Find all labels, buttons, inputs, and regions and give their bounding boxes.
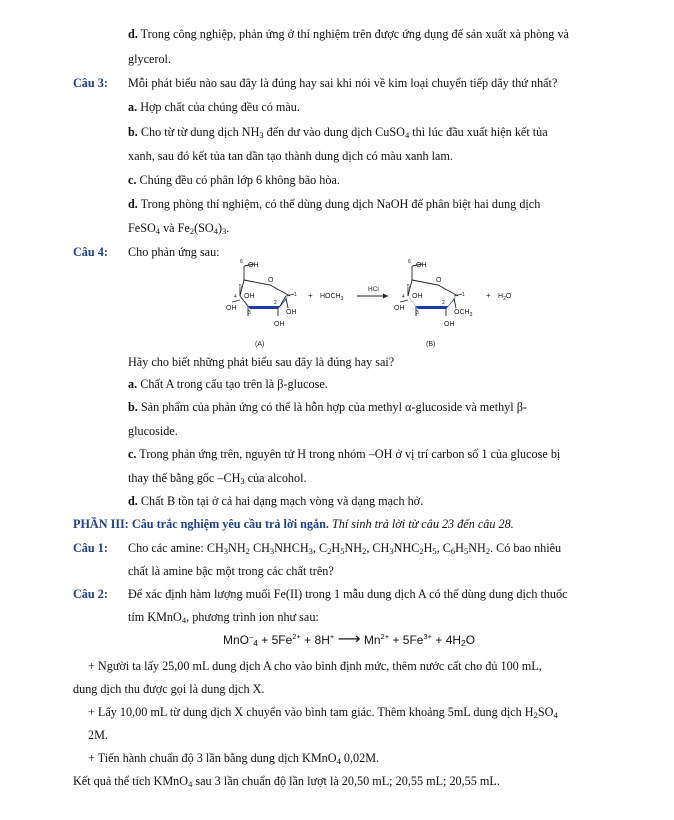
q4-option-d: d. Chất B tồn tại ở cả hai dạng mạch vòng và dạng mạch hở.	[128, 494, 424, 508]
p3q2-result: Kết quả thể tích KMnO$_4$ sau 3 lần chuẩn độ lần lượt là 20,50 mL; 20,55 mL; 20,55 mL.	[73, 774, 500, 789]
q4-option-b-line1: b. Sản phẩm của phản ứng có thể là hỗn hợp của methyl α-glucoside và methyl β-	[128, 400, 527, 414]
ring-b-c2-num: 2	[442, 300, 445, 306]
q3-option-d-line1: d. Trong phòng thí nghiệm, có thể dùng dung dịch NaOH để phân biệt hai dung dịch	[128, 197, 541, 211]
ring-b-oh-3: OH	[394, 305, 405, 312]
ring-a-oh-2: OH	[274, 321, 285, 328]
q3-option-c: c. Chúng đều có phân lớp 6 không bão hòa.	[128, 173, 340, 187]
p3q2-step3: + Tiến hành chuẩn độ 3 lần bằng dung dịch KMnO$_4$ 0,02M.	[88, 751, 380, 766]
ring-a-oh-4: OH	[244, 293, 255, 300]
part3-heading: PHẦN III: Câu trắc nghiệm yêu cầu trả lời ngắn. Thí sinh trả lời từ câu 23 đến câu 28.	[73, 517, 514, 531]
prev-d-line2: glycerol.	[128, 52, 171, 66]
ring-b-och3: $OCH_3$	[454, 309, 473, 318]
q3-option-a: a. Hợp chất của chúng đều có màu.	[128, 100, 300, 114]
methanol: $HOCH_3$	[320, 293, 344, 302]
q4-option-c-line1: c. Trong phản ứng trên, nguyên tử H trong nhóm –OH ở vị trí carbon số 1 của glucose bị	[128, 447, 561, 461]
ring-a-c5-num: 5	[239, 284, 242, 290]
p3q1-line2: chất là amine bậc một trong các chất trên?	[128, 564, 334, 578]
q3-stem: Mỗi phát biểu nào sau đây là đúng hay sai khi nói về kim loại chuyển tiếp dãy thứ nhất?	[128, 76, 558, 90]
reaction-scheme	[222, 258, 532, 350]
p3q2-step1-line1: + Người ta lấy 25,00 mL dung dịch A cho vào bình định mức, thêm nước cất cho đủ 100 mL,	[88, 659, 542, 673]
equation-arrow: ⟶	[337, 631, 361, 648]
ring-a-oh-3: OH	[226, 305, 237, 312]
ring-a-o: O	[268, 277, 274, 284]
water: $H_2O$	[498, 293, 512, 302]
p3q2-label: Câu 2:	[73, 587, 108, 601]
ring-b-oh-4: OH	[412, 293, 423, 300]
q3-label: Câu 3:	[73, 76, 108, 90]
q4-prompt: Hãy cho biết những phát biểu sau đây là đúng hay sai?	[128, 355, 395, 369]
q4-option-b-line2: glucoside.	[128, 424, 178, 438]
p3q1-label: Câu 1:	[73, 541, 108, 555]
plus-1: +	[308, 291, 313, 300]
q3-option-b-line1: b. Cho từ từ dung dịch $NH_3$ đến dư vào dung dịch CuSO$_4$ thì lúc đầu xuất hiện kết tủa	[128, 125, 548, 140]
ring-b-c3-num: 3	[416, 310, 419, 316]
q3-option-d-line2: FeSO$_4$ và $Fe_2(SO_4)_3$.	[128, 221, 230, 236]
ring-b-c5-num: 5	[407, 284, 410, 290]
ring-a-c2-num: 2	[274, 300, 277, 306]
ring-a-oh-6: OH	[248, 262, 259, 269]
p3q2-line2: tím KMnO$_4$, phương trình ion như sau:	[128, 610, 319, 625]
p3q2-step2-line1: + Lấy 10,00 mL từ dung dịch X chuyển vào bình tam giác. Thêm khoảng 5mL dung dịch $H_2SO_4$	[88, 705, 558, 720]
ring-b-oh-6: OH	[416, 262, 427, 269]
q4-option-a: a. Chất A trong cấu tạo trên là β-glucose.	[128, 377, 328, 391]
catalyst-hcl: HCl	[368, 286, 379, 293]
p3q2-line1: Để xác định hàm lượng muối Fe(II) trong 1 mẫu dung dịch A có thể dùng dung dịch thuốc	[128, 587, 568, 601]
q4-option-c-line2: thay thế bằng gốc $-CH_3$ của alcohol.	[128, 471, 307, 486]
ring-a-c6-num: 6	[240, 259, 243, 265]
ring-a-c1-num: 1	[294, 292, 297, 298]
q3-option-b-line2: xanh, sau đó kết tủa tan dần tạo thành dung dịch có màu xanh lam.	[128, 149, 453, 163]
label-b: (B)	[426, 341, 436, 348]
p3q2-step2-line2: 2M.	[88, 728, 108, 742]
ionic-equation: $MnO^-_4 + 5Fe^{2+} + 8H^+$ ⟶ $Mn^{2+} + 5Fe^{3+} + 4H_2O$	[223, 631, 476, 648]
ring-a-c3-num: 3	[248, 310, 251, 316]
plus-2: +	[486, 291, 491, 300]
ring-a-c4-num: 4	[234, 294, 237, 300]
label-a: (A)	[255, 341, 265, 348]
ring-b-c6-num: 6	[408, 259, 411, 265]
q4-label: Câu 4:	[73, 245, 108, 259]
ring-b-c1-num: 1	[462, 292, 465, 298]
q4-stem: Cho phản ứng sau:	[128, 245, 220, 259]
ring-a-oh-1: OH	[286, 309, 297, 316]
p3q1-line1: Cho các amine: $CH_3NH_2$ $CH_3NHCH_3$, $C_2H_5NH_2$, $CH_3NHC_2H_5$, $C_6H_5NH_2$. Có bao nhiêu	[128, 541, 562, 556]
ring-b-oh-2: OH	[444, 321, 455, 328]
prev-d-line1: d. Trong công nghiệp, phản ứng ở thí nghiệm trên được ứng dụng để sản xuất xà phòng và	[128, 27, 569, 41]
reaction-arrowhead	[383, 294, 388, 299]
ring-b-c4-num: 4	[402, 294, 405, 300]
ring-b-o: O	[436, 277, 442, 284]
p3q2-step1-line2: dung dịch thu được gọi là dung dịch X.	[73, 682, 265, 696]
